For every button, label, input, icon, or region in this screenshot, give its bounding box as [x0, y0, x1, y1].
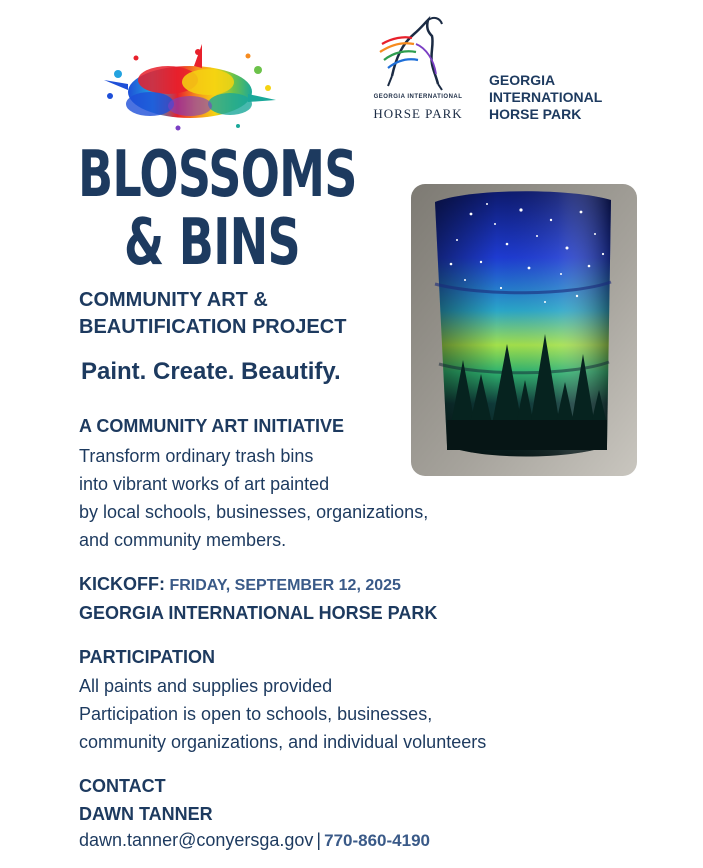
kickoff-date: FRIDAY, SEPTEMBER 12, 2025 [169, 577, 401, 594]
contact-separator: | [316, 830, 322, 850]
contact-phone-link[interactable]: 770-860-4190 [324, 831, 430, 850]
kickoff-line [79, 574, 401, 595]
paint-splash-graphic [98, 44, 278, 134]
subtitle [79, 287, 346, 341]
horse-park-logo [362, 14, 474, 126]
logo-name-small: GEORGIA INTERNATIONAL [373, 94, 463, 100]
initiative-line: into vibrant works of art painted [79, 474, 330, 494]
kickoff-venue: GEORGIA INTERNATIONAL HORSE PARK [79, 603, 438, 623]
organization-name-line: INTERNATIONAL [489, 89, 603, 105]
kickoff-label: KICKOFF: [79, 574, 165, 594]
organization-name-line: HORSE PARK [489, 106, 582, 122]
organization-name-line: GEORGIA [489, 72, 556, 88]
title-line-2: & BINS [124, 206, 300, 280]
logo-name-large: HORSE PARK [373, 106, 463, 121]
contact-heading: CONTACT [79, 776, 166, 796]
painted-bin-photo [411, 184, 637, 476]
participation-heading: PARTICIPATION [79, 647, 215, 667]
contact-details [79, 830, 430, 851]
initiative-description [79, 442, 499, 554]
title-line-1: BLOSSOMS [78, 138, 357, 212]
initiative-line: Transform ordinary trash bins [79, 446, 314, 466]
contact-name: DAWN TANNER [79, 804, 213, 824]
horse-icon [362, 14, 474, 92]
initiative-line: and community members. [79, 530, 287, 550]
subtitle-line: COMMUNITY ART & [79, 289, 268, 311]
participation-line: Participation is open to schools, businesses, [79, 704, 433, 724]
subtitle-line: BEAUTIFICATION PROJECT [79, 316, 347, 338]
contact-email-link[interactable]: dawn.tanner@conyersga.gov [79, 830, 314, 850]
initiative-heading: A COMMUNITY ART INITIATIVE [79, 416, 344, 436]
participation-description [79, 672, 486, 756]
tagline: Paint. Create. Beautify. [81, 358, 341, 385]
participation-line: community organizations, and individual volunteers [79, 732, 487, 752]
participation-line: All paints and supplies provided [79, 676, 333, 696]
initiative-line: by local schools, businesses, organizations, [79, 502, 429, 522]
organization-name [489, 72, 629, 123]
